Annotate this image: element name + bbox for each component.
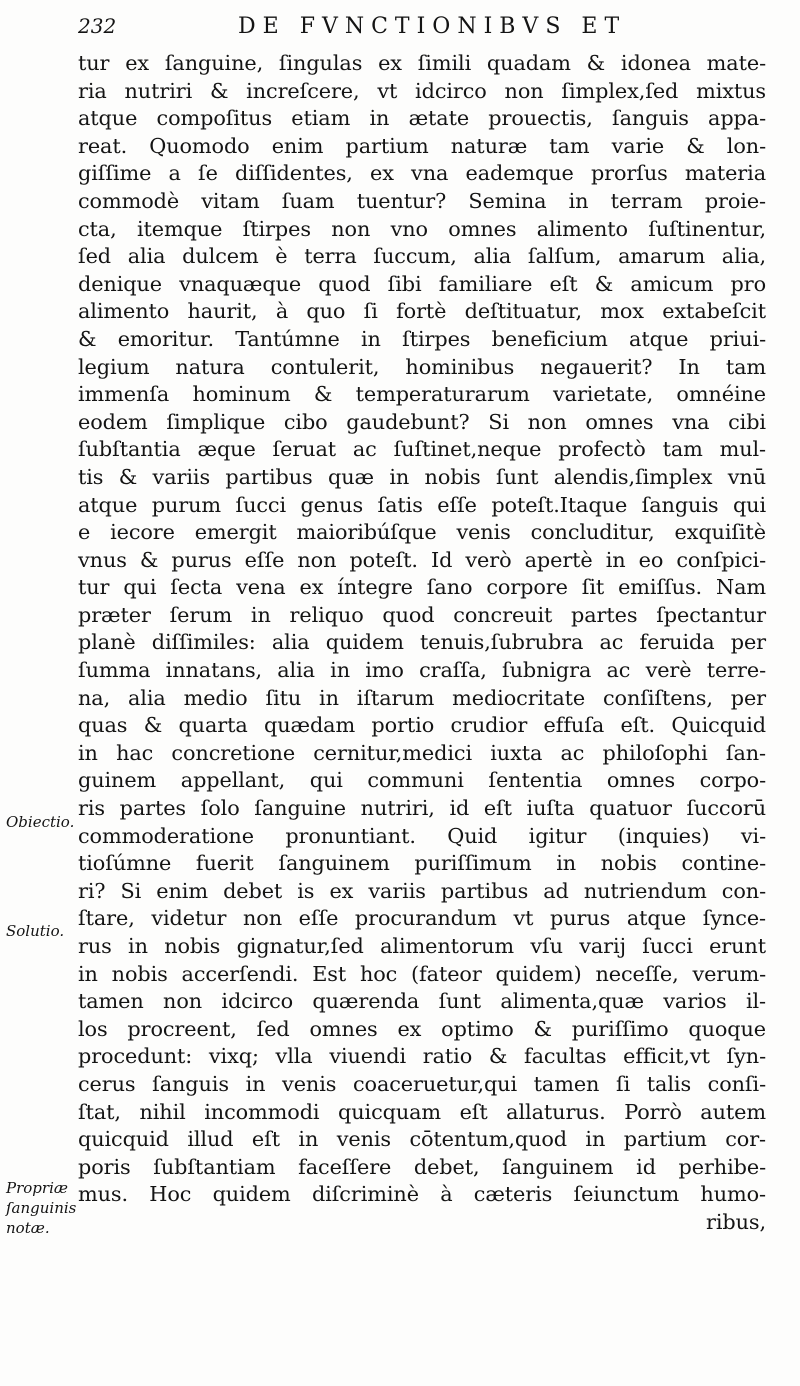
margin-note-line: Propriæ — [6, 1179, 68, 1197]
text-line: commodè vitam ſuam tuentur? Semina in terram proie- — [78, 188, 766, 213]
text-line: immenſa hominum & temperaturarum varietate, omnéine — [78, 382, 766, 407]
text-line: ri? Si enim debet is ex variis partibus ad nutriendum con- — [78, 878, 766, 903]
text-line: cta, itemque ſtirpes non vno omnes alimento ſuſtinentur, — [78, 216, 766, 241]
body-text — [78, 50, 766, 1237]
margin-notes — [0, 0, 78, 1386]
text-line: rus in nobis gignatur,ſed alimentorum vſu varij ſucci erunt — [78, 934, 766, 958]
text-line: tur ex ſanguine, ſingulas ex ſimili quadam & idonea mate- — [78, 51, 766, 75]
margin-note-propriae-sanguinis-notae — [6, 1178, 76, 1238]
text-line: tamen non idcirco quærenda ſunt alimenta,quæ varios il- — [78, 989, 766, 1014]
text-line: ſumma innatans, alia in imo craſſa, ſubnigra ac verè terre- — [78, 658, 766, 683]
text-line: vnus & purus eſſe non poteſt. Id verò apertè in eo conſpici- — [78, 547, 766, 572]
margin-note-line: notæ. — [6, 1219, 50, 1237]
text-line: tioſúmne fuerit ſanguinem puriſſimum in nobis contine- — [78, 851, 766, 876]
text-line: tur qui ſecta vena ex íntegre ſano corpore ſit emiſſus. Nam — [78, 575, 766, 600]
text-line: alimento haurit, à quo ſi fortè deſtituatur, mox extabeſcit — [78, 299, 766, 324]
text-line: los procreent, ſed omnes ex optimo & puriſſimo quoque — [78, 1016, 766, 1041]
margin-note-line: ſanguinis — [6, 1199, 77, 1217]
text-line: procedunt: vixq; vlla viuendi ratio & facultas efficit,vt ſyn- — [78, 1044, 766, 1069]
running-title: DE FVNCTIONIBVS ET — [238, 14, 627, 39]
text-line: mus. Hoc quidem diſcriminè à cæteris ſeiunctum humo- — [78, 1182, 766, 1207]
text-line: præter ſerum in reliquo quod concreuit partes ſpectantur — [78, 602, 766, 627]
text-line: legium natura contulerit, hominibus negauerit? In tam — [78, 354, 766, 379]
text-line: tis & variis partibus quæ in nobis ſunt alendis,ſimplex vnū — [78, 464, 766, 489]
text-line: quas & quarta quædam portio crudior effuſa eſt. Quicquid — [78, 713, 766, 738]
text-line: ſubſtantia æque ſeruat ac ſuſtinet,neque profectò tam mul- — [78, 437, 766, 462]
text-line: in hac concretione cernitur,medici iuxta ac philoſophi ſan- — [78, 740, 766, 765]
text-line: atque purum ſucci genus ſatis eſſe poteſt.Itaque ſanguis qui — [78, 492, 766, 517]
text-line: planè diſſimiles: alia quidem tenuis,ſubrubra ac feruida per — [78, 630, 766, 655]
text-line: denique vnaquæque quod ſibi familiare eſt & amicum pro — [78, 271, 766, 296]
text-line: commoderatione pronuntiant. Quid igitur (inquies) vi- — [78, 823, 766, 848]
text-line: poris ſubſtantiam faceſſere debet, ſanguinem id perhibe- — [78, 1154, 766, 1179]
text-line: ſtat, nihil incommodi quicquam eſt allaturus. Porrò autem — [78, 1099, 766, 1124]
text-line: ſed alia dulcem è terra ſuccum, alia ſalſum, amarum alia, — [78, 244, 766, 269]
text-line: ris partes ſolo ſanguine nutriri, id eſt iuſta quatuor ſuccorū — [78, 796, 766, 821]
running-head — [78, 6, 768, 46]
margin-note-objectio: Obiectio. — [6, 813, 75, 831]
text-line: & emoritur. Tantúmne in ſtirpes beneficium atque priui- — [78, 326, 766, 351]
text-line: reat. Quomodo enim partium naturæ tam varie & lon- — [78, 133, 766, 158]
text-line: e iecore emergit maioribúſque venis concluditur, exquiſitè — [78, 520, 766, 545]
catchword: ribus, — [706, 1209, 766, 1234]
text-line: quicquid illud eſt in venis cōtentum,quod in partium cor- — [78, 1127, 766, 1152]
page-number: 232 — [78, 14, 117, 38]
text-line: cerus ſanguis in venis coaceruetur,qui tamen ſi talis conſi- — [78, 1071, 766, 1096]
text-line: na, alia medio ſitu in iſtarum mediocritate conſiſtens, per — [78, 685, 766, 710]
text-line: guinem appellant, qui communi ſententia omnes corpo- — [78, 768, 766, 793]
text-line: atque compoſitus etiam in ætate prouectis, ſanguis appa- — [78, 106, 766, 131]
text-line: eodem ſimplique cibo gaudebunt? Si non omnes vna cibi — [78, 409, 766, 434]
text-line: giſſime a ſe diſſidentes, ex vna eademque prorſus materia — [78, 161, 766, 186]
text-line: in nobis accerſendi. Est hoc (fateor quidem) neceſſe, verum- — [78, 961, 766, 986]
text-line: ria nutriri & increſcere, vt idcirco non ſimplex,ſed mixtus — [78, 78, 766, 103]
text-line: ſtare, videtur non eſſe procurandum vt purus atque ſynce- — [78, 906, 766, 931]
margin-note-solutio: Solutio. — [6, 922, 65, 940]
